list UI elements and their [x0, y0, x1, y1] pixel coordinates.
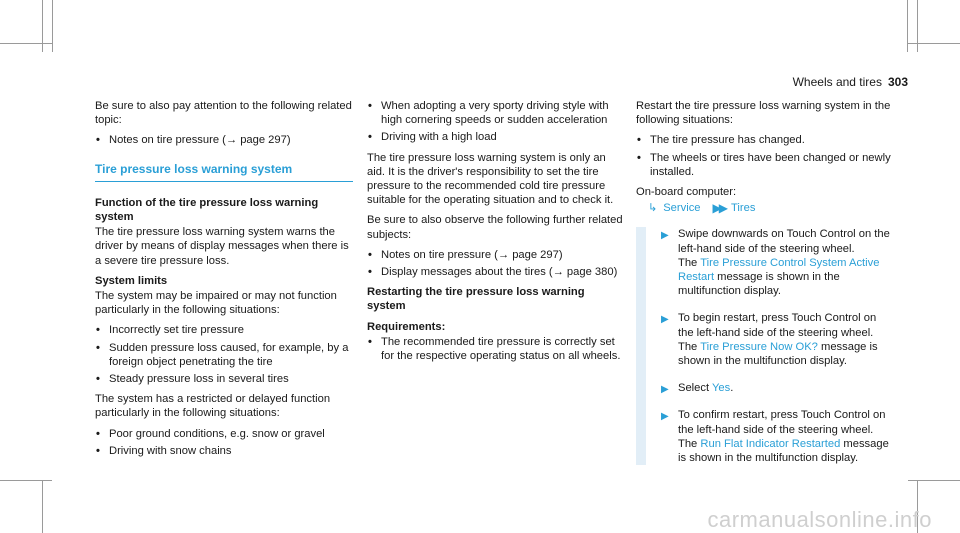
crop-mark — [908, 480, 960, 481]
crop-mark — [917, 0, 918, 52]
menu-tires[interactable]: Tires — [731, 202, 756, 215]
aid-text: The tire pressure loss warning system is only an aid. It is the driver's responsibility to set the tire pressure to the recommended cold tire pressure suitable for the operating situation and to check it. — [367, 151, 614, 207]
limits-heading: System limits — [95, 274, 168, 287]
step-arrow-icon: ▶ — [661, 314, 669, 326]
list-item: • Driving with snow chains — [96, 444, 232, 457]
situation-list — [367, 99, 625, 145]
column-middle — [367, 99, 625, 369]
page-number: 303 — [887, 75, 908, 89]
display-message: Tire Pressure Control System Active Restart — [678, 256, 880, 284]
related-topic-list — [95, 133, 353, 147]
delayed-list — [95, 427, 353, 458]
limits-text: The system may be impaired or may not function particularly in the following situations: — [95, 290, 337, 317]
restart-intro: Restart the tire pressure loss warning system in the following situations: — [636, 100, 891, 127]
step-3 — [646, 381, 894, 395]
return-arrow-icon: ↳ — [648, 202, 658, 215]
limits-list — [95, 323, 353, 386]
column-left — [95, 99, 353, 464]
crop-mark — [0, 43, 52, 44]
list-item[interactable]: • Display messages about the tires (→ page 380) — [368, 266, 618, 279]
step-1 — [646, 227, 894, 298]
intro-text: Be sure to also pay attention to the following related topic: — [95, 100, 352, 127]
step-arrow-icon: ▶ — [661, 384, 669, 396]
crop-mark — [42, 480, 43, 533]
list-item: • Incorrectly set tire pressure — [96, 324, 244, 337]
display-message: Run Flat Indicator Restarted — [700, 437, 841, 450]
observe-text: Be sure to also observe the following further related subjects: — [367, 214, 623, 241]
crop-mark — [0, 480, 52, 481]
option-yes[interactable]: Yes — [712, 382, 731, 395]
step-text: Swipe downwards on Touch Control on the left-hand side of the steering wheel. — [678, 228, 890, 255]
requirements-list — [367, 335, 625, 363]
crop-mark — [42, 0, 43, 52]
step-result: The Tire Pressure Control System Active Restart message is shown in the multifunction display. — [678, 256, 880, 298]
step-result: The Run Flat Indicator Restarted message is shown in the multifunction display. — [678, 437, 889, 465]
double-chevron-icon: ▶▶ — [712, 201, 725, 216]
step-result: The Tire Pressure Now OK? message is shown in the multifunction display. — [678, 340, 878, 368]
display-message: Tire Pressure Now OK? — [700, 340, 818, 353]
menu-service[interactable]: Service — [663, 202, 701, 215]
list-item: • The recommended tire pressure is correctly set for the respective operating status on all wheels. — [368, 335, 621, 363]
list-item: • Sudden pressure loss caused, for example, by a foreign object penetrating the tire — [96, 341, 349, 368]
delayed-text: The system has a restricted or delayed function particularly in the following situations: — [95, 393, 331, 420]
list-item: • When adopting a very sporty driving style with high cornering speeds or sudden acceleration — [368, 100, 609, 127]
step-2 — [646, 311, 894, 368]
section-heading: Tire pressure loss warning system — [95, 162, 353, 182]
crop-mark — [52, 0, 53, 52]
list-item: • Steady pressure loss in several tires — [96, 373, 289, 386]
list-item: • The tire pressure has changed. — [637, 134, 805, 147]
step-text: To confirm restart, press Touch Control on the left-hand side of the steering wheel. — [678, 409, 886, 436]
crop-mark — [907, 0, 908, 52]
step-text: Select Yes. — [678, 382, 734, 395]
observe-list — [367, 248, 625, 279]
onboard-label: On-board computer: — [636, 186, 737, 199]
step-arrow-icon: ▶ — [661, 411, 669, 423]
step-arrow-icon: ▶ — [661, 230, 669, 242]
list-item: • Driving with a high load — [368, 131, 497, 144]
page-header — [793, 75, 908, 89]
menu-path — [648, 201, 894, 215]
list-item: • The wheels or tires have been changed or newly installed. — [637, 151, 891, 178]
restart-heading: Restarting the tire pressure loss warning system — [367, 286, 585, 313]
list-item[interactable]: • Notes on tire pressure (→ page 297) — [96, 134, 291, 147]
instruction-steps — [636, 227, 894, 465]
requirements-heading: Requirements: — [367, 320, 446, 333]
watermark: carmanualsonline.info — [707, 506, 932, 532]
function-heading: Function of the tire pressure loss warning system — [95, 196, 319, 224]
section-title: Wheels and tires — [792, 75, 882, 89]
function-text: The tire pressure loss warning system warns the driver by means of display messages when there is a severe tire pressure loss. — [95, 226, 349, 267]
step-text: To begin restart, press Touch Control on the left-hand side of the steering wheel. — [678, 312, 877, 339]
crop-mark — [908, 43, 960, 44]
column-right — [636, 99, 894, 465]
step-4 — [646, 408, 894, 465]
list-item[interactable]: • Notes on tire pressure (→ page 297) — [368, 248, 563, 261]
restart-situations — [636, 133, 894, 179]
list-item: • Poor ground conditions, e.g. snow or gravel — [96, 427, 325, 440]
